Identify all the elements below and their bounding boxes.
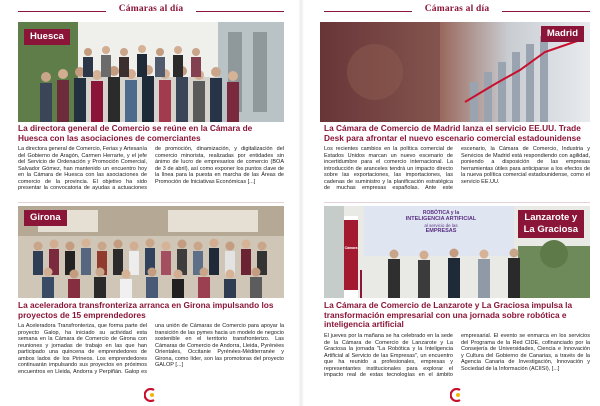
- page-gutter: [298, 0, 304, 406]
- location-tag-girona: Girona: [24, 210, 67, 226]
- headline-madrid: La Cámara de Comercio de Madrid lanza el servicio EE.UU. Trade Desk para afrontar el nuevo escenario comercial estadounidense: [324, 123, 581, 143]
- section-title: Cámaras al día: [424, 4, 490, 14]
- camara-logo-icon: [450, 388, 464, 402]
- huesca-group-photo: [18, 22, 284, 122]
- roll-up-banner-text: Cámara: [344, 246, 358, 250]
- headline-girona: La aceleradora transfronteriza arranca en Girona impulsando los proyectos de 15 emprendedores: [18, 300, 274, 320]
- camara-logo-icon: [144, 388, 158, 402]
- section-title: Cámaras al día: [118, 4, 184, 14]
- body-girona: La Aceleradora Transfronteriza, que forma parte del proyecto Galop, ha iniciado su actividad esta semana en la Cámara de Comercio de Girona con reuniones y jornadas de trabajo en las que han participado una quincena de emprendedores de ambos lados de los Pirineos. Los emprendedores continuarán impulsando sus proyectos en próximos encuentros en Lleida, Andorra y Perpiñán. Galop es una unión de Cámaras de Comercio para apoyar la transición de las pymes hacia un modelo de negocio sostenible en el territorio transfronterizo. Las Cámaras de Comercio de Andorra, Lleida, Pyrénées Orientales, Occitanie Pyrénées-Méditerranée y Girona, como líder, son las promotoras del proyecto GALOP [...]: [18, 323, 284, 375]
- madrid-trade-image: [320, 22, 590, 122]
- screen-line-2: INTELIGENCIA ARTIFICIAL: [405, 216, 477, 222]
- tag-line-1: Lanzarote y: [524, 212, 578, 223]
- screen-line-1: ROBÓTICA y la: [422, 210, 460, 216]
- article-separator: [18, 202, 284, 203]
- lanzarote-event-photo: [324, 206, 590, 298]
- event-screen-text: [376, 210, 506, 235]
- body-huesca: La directora general de Comercio, Ferias y Artesanía del Gobierno de Aragón, Carmen Herrarte, y el jefe del Servicio de Ordenación y Promoción Comercial, Salvador Gómez, han mantenido un encuentro hoy en la Cámara de Huesca con las asociaciones de comercio de la provincia. El objetivo ha sido presentar la convocatoria de ayudas a actuaciones de promoción, dinamización, y digitalización del comercio minorista, realizadas por entidades sin ánimo de lucro de empresarios de comercio (BOA de 3 de abril), así como exponer los puntos clave de la línea para la puesta en marcha de las Áreas de Promoción de Iniciativas Económicas [...]: [18, 146, 284, 192]
- location-tag-huesca: Huesca: [24, 29, 70, 45]
- screen-line-3: al servicio de las: [424, 222, 458, 228]
- location-tag-madrid: Madrid: [541, 26, 584, 42]
- page-header: [312, 4, 600, 18]
- tag-line-2: La Graciosa: [523, 224, 578, 235]
- left-page: [6, 0, 296, 406]
- screen-line-4: EMPRESAS: [425, 228, 457, 234]
- page-header: [6, 4, 296, 18]
- right-page: [312, 0, 600, 406]
- headline-huesca: La directora general de Comercio se reúne en la Cámara de Huesca con las asociaciones de comerciantes: [18, 123, 253, 143]
- article-separator: [324, 202, 590, 203]
- headline-lanzarote: La Cámara de Comercio de Lanzarote y La Graciosa impulsa la transformación empresarial con una jornada sobre robótica e inteligencia artificial: [324, 300, 573, 330]
- location-tag-lanzarote: [518, 210, 584, 238]
- girona-group-photo: [18, 206, 284, 298]
- body-madrid: Los recientes cambios en la política comercial de Estados Unidos marcan un nuevo escenario de incertidumbre para el comercio internacional. La introducción de aranceles tendrá un impacto directo sobre las exportaciones, las importaciones, las cadenas de suministro y la planificación estratégica de muchas empresas españolas. Ante este escenario, la Cámara de Comercio, Industria y Servicios de Madrid está respondiendo con agilidad, poniendo a disposición de las empresas herramientas útiles para anticiparse a los efectos de la nueva política comercial estadounidense, como el servicio EE.UU.: [324, 146, 590, 192]
- body-lanzarote: El jueves por la mañana se ha celebrado en la sede de la Cámara de Comercio de Lanzarote y La Graciosa la jornada "La Robótica y la Inteligencia Artificial al Servicio de las Empresas", un encuentro que ha reunido a profesionales, empresas y representantes institucionales para explorar el impacto real de estas tecnologías en el ámbito empresarial. El evento se enmarca en los servicios del Programa de la Red CIDE, cofinanciado por la Consejería de Universidades, Ciencia e Innovación y Cultura del Gobierno de Canarias, a través de la Agencia Canaria de Investigación, Innovación y Sociedad de la Información (ACIISI), [...]: [324, 333, 590, 379]
